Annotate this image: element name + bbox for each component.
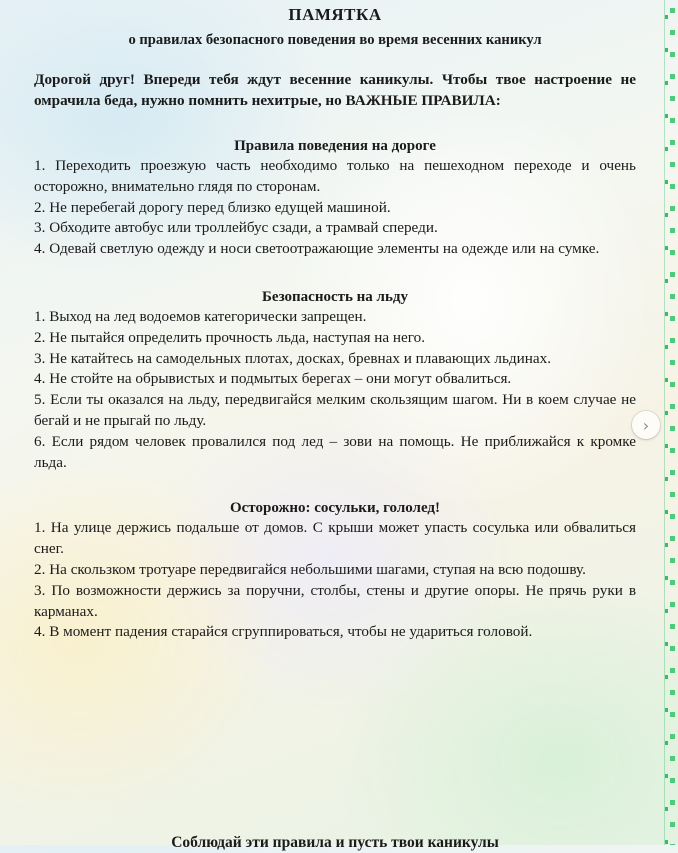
list-item: 3. Обходите автобус или троллейбус сзади, а трамвай спереди. [34,219,438,237]
memo-document [34,0,636,643]
list-item: 6. Если рядом человек провалился под лед – зови на помощь. Не приближайся к кромке льда. [34,432,636,471]
section-title: Правила поведения на дороге [234,138,436,154]
list-item: 2. Не пытайся определить прочность льда, наступая на него. [34,328,426,346]
list-item: 3. По возможности держись за поручни, столбы, стены и другие опоры. Не прячь руки в карманах. [34,581,636,620]
closing-line: Соблюдай эти правила и пусть твои каникулы [171,834,499,851]
list-item: 1. Выход на лед водоемов категорически запрещен. [34,307,367,325]
list-item: 4. Одевай светлую одежду и носи светоотражающие элементы на одежде или на сумке. [34,240,600,258]
page-title: ПАМЯТКА [288,5,382,24]
section-title: Безопасность на льду [262,288,408,305]
page-subtitle: о правилах безопасного поведения во время весенних каникул [128,32,542,48]
section-road-rules [34,136,636,260]
list-item: 1. Переходить проезжую часть необходимо только на пешеходном переходе и очень осторожно, внимательно глядя по сторонам. [34,157,636,195]
carousel-next-button[interactable] [632,411,660,439]
intro-paragraph: Дорогой друг! Впереди тебя ждут весенние каникулы. Чтобы твое настроение не омрачила беда, нужно помнить нехитрые, но ВАЖНЫЕ ПРАВИЛА: [34,71,636,109]
list-item: 2. На скользком тротуаре передвигайся небольшими шагами, ступая на всю подошву. [34,560,586,578]
list-item: 3. Не катайтесь на самодельных плотах, досках, бревнах и плавающих льдинах. [34,349,552,367]
list-item: 1. На улице держись подальше от домов. С крыши может упасть сосулька или обвалиться снег. [34,519,636,558]
decorative-border [664,0,678,845]
chevron-right-icon: › [642,415,650,435]
list-item: 2. Не перебегай дорогу перед близко едущей машиной. [34,198,391,216]
section-ice-safety [34,287,636,473]
list-item: 5. Если ты оказался на льду, передвигайся мелким скользящим шагом. Ни в коем случае не бегай и не прыгай по льду. [34,391,636,429]
section-title: Осторожно: сосульки, гололед! [229,500,441,517]
list-item: 4. Не стойте на обрывистых и подмытых берегах – они могут обвалиться. [34,370,512,388]
list-item: 4. В момент падения старайся сгруппироваться, чтобы не удариться головой. [34,623,533,641]
section-icicles-ice [34,498,636,643]
